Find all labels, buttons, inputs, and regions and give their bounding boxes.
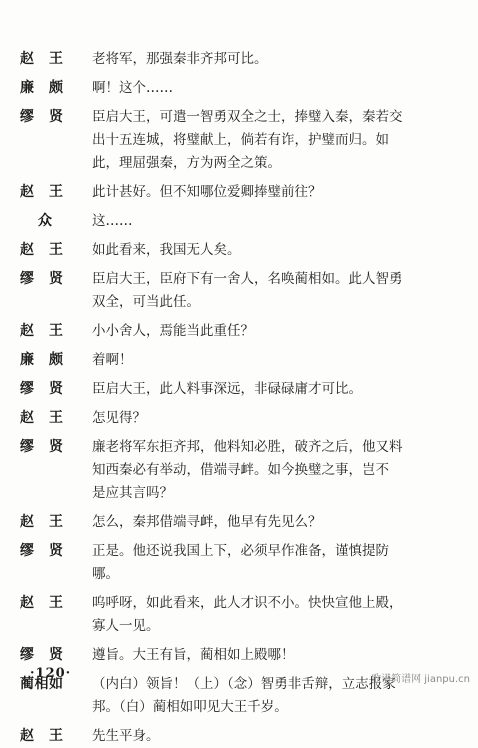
dialogue-line	[0, 459, 478, 482]
dialogue-line	[0, 129, 478, 152]
dialogue-line	[0, 592, 478, 615]
watermark: 歌谱简谱网 jianpu.cn	[371, 674, 470, 685]
speaker-name: 赵 王	[20, 514, 64, 530]
speaker-name: 众	[38, 213, 53, 229]
dialogue-text: 廉老将军东拒齐邦，他料知必胜，破齐之后，他又料	[92, 439, 403, 455]
dialogue-text: 正是。他还说我国上下，必须早作准备，谨慎提防	[92, 543, 389, 559]
speaker-name: 赵 王	[20, 728, 64, 744]
dialogue-line	[0, 239, 478, 262]
speaker-name: 缪 贤	[20, 381, 64, 397]
speaker-name: 赵 王	[20, 242, 64, 258]
dialogue-line	[0, 696, 478, 719]
dialogue-text: 老将军，那强秦非齐邦可比。	[92, 51, 268, 67]
dialogue-line	[0, 615, 478, 638]
speaker-name: 廉 颇	[20, 80, 64, 96]
dialogue-text: 寡人一见。	[92, 618, 160, 634]
dialogue-text: 臣启大王，此人料事深远，非碌碌庸才可比。	[92, 381, 362, 397]
speaker-name: 缪 贤	[20, 439, 64, 455]
dialogue-line	[0, 436, 478, 459]
dialogue-line	[0, 106, 478, 129]
page-number: ·120·	[30, 666, 72, 681]
dialogue-line	[0, 407, 478, 430]
dialogue-text: 啊！这个……	[92, 80, 173, 96]
dialogue-text: 先生平身。	[92, 728, 160, 744]
speaker-name: 蔺相如	[20, 676, 64, 692]
dialogue-text: 这……	[92, 213, 133, 229]
dialogue-text: 遵旨。大王有旨，蔺相如上殿哪！	[92, 647, 295, 663]
dialogue-line	[0, 210, 478, 233]
dialogue-lines	[0, 48, 478, 748]
dialogue-text: 呜呼呀，如此看来，此人才识不小。快快宣他上殿，	[92, 595, 403, 611]
dialogue-text: （内白）领旨！（上）（念）智勇非舌辩，立志报家	[92, 676, 396, 692]
dialogue-line	[0, 725, 478, 748]
dialogue-line	[0, 181, 478, 204]
dialogue-text: 双全，可当此任。	[92, 294, 200, 310]
dialogue-line	[0, 540, 478, 563]
speaker-name: 赵 王	[20, 410, 64, 426]
speaker-name: 廉 颇	[20, 352, 64, 368]
speaker-name: 缪 贤	[20, 271, 64, 287]
dialogue-line	[0, 563, 478, 586]
dialogue-line	[0, 152, 478, 175]
dialogue-text: 此计甚好。但不知哪位爱卿捧璧前往？	[92, 184, 322, 200]
dialogue-text: 邦。（白）蔺相如叩见大王千岁。	[92, 699, 288, 715]
dialogue-text: 怎么，秦邦借端寻衅，他早有先见么？	[92, 514, 322, 530]
dialogue-line	[0, 77, 478, 100]
dialogue-line	[0, 482, 478, 505]
dialogue-line	[0, 291, 478, 314]
dialogue-text: 臣启大王，可遣一智勇双全之士，捧璧入秦，秦若交	[92, 109, 403, 125]
dialogue-text: 是应其言吗？	[92, 485, 173, 501]
speaker-name: 赵 王	[20, 184, 64, 200]
dialogue-line	[0, 320, 478, 343]
speaker-name: 赵 王	[20, 595, 64, 611]
speaker-name: 缪 贤	[20, 109, 64, 125]
dialogue-line	[0, 644, 478, 667]
dialogue-line	[0, 511, 478, 534]
dialogue-text: 哪。	[92, 566, 119, 582]
dialogue-text: 臣启大王，臣府下有一舍人，名唤蔺相如。此人智勇	[92, 271, 403, 287]
speaker-name: 赵 王	[20, 323, 64, 339]
dialogue-line	[0, 268, 478, 291]
dialogue-text: 着啊！	[92, 352, 133, 368]
speaker-name: 缪 贤	[20, 543, 64, 559]
dialogue-line	[0, 48, 478, 71]
speaker-name: 赵 王	[20, 51, 64, 67]
dialogue-line	[0, 378, 478, 401]
dialogue-text: 如此看来，我国无人矣。	[92, 242, 241, 258]
dialogue-text: 小小舍人，焉能当此重任？	[92, 323, 254, 339]
dialogue-line	[0, 349, 478, 372]
dialogue-text: 怎见得？	[92, 410, 146, 426]
dialogue-text: 此，理屈强秦，方为两全之策。	[92, 155, 281, 171]
dialogue-text: 出十五连城，将璧献上，倘若有诈，护璧而归。如	[92, 132, 389, 148]
speaker-name: 缪 贤	[20, 647, 64, 663]
dialogue-text: 知西秦必有举动，借端寻衅。如今换璧之事，岂不	[92, 462, 389, 478]
